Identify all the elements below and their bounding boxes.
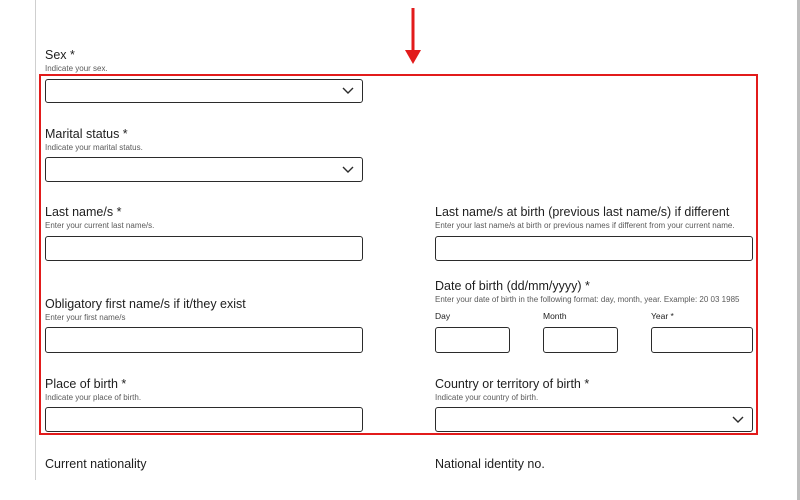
last-name-birth-input[interactable] <box>435 236 753 261</box>
last-name-birth-hint: Enter your last name/s at birth or previous names if different from your current name. <box>435 221 735 230</box>
arrow-down-icon <box>405 8 421 64</box>
chevron-down-icon <box>342 166 354 174</box>
last-name-input[interactable] <box>45 236 363 261</box>
country-of-birth-hint: Indicate your country of birth. <box>435 393 539 402</box>
first-name-hint: Enter your first name/s <box>45 313 126 322</box>
day-input[interactable] <box>435 327 510 353</box>
sex-select[interactable] <box>45 79 363 103</box>
place-of-birth-input[interactable] <box>45 407 363 432</box>
country-of-birth-label: Country or territory of birth * <box>435 377 590 391</box>
chevron-down-icon <box>342 87 354 95</box>
last-name-birth-label: Last name/s at birth (previous last name/s) if different <box>435 205 730 219</box>
country-of-birth-field-header <box>435 377 589 403</box>
marital-status-hint: Indicate your marital status. <box>45 143 143 152</box>
date-of-birth-label: Date of birth (dd/mm/yyyy) * <box>435 279 590 293</box>
marital-status-label: Marital status * <box>45 127 128 141</box>
place-of-birth-label: Place of birth * <box>45 377 127 391</box>
sex-field-header <box>45 48 108 74</box>
last-name-field-header <box>45 205 154 231</box>
place-of-birth-field-header <box>45 377 141 403</box>
sex-hint: Indicate your sex. <box>45 64 108 73</box>
sex-label: Sex * <box>45 48 75 62</box>
first-name-label: Obligatory first name/s if it/they exist <box>45 297 246 311</box>
marital-status-field-header <box>45 127 143 153</box>
last-name-birth-field-header <box>435 205 735 231</box>
place-of-birth-hint: Indicate your place of birth. <box>45 393 142 402</box>
marital-status-select[interactable] <box>45 157 363 182</box>
year-label: Year * <box>651 311 674 321</box>
day-label: Day <box>435 311 451 321</box>
month-label: Month <box>543 311 567 321</box>
date-of-birth-hint: Enter your date of birth in the following format: day, month, year. Example: 20 03 1985 <box>435 295 740 304</box>
page-left-border <box>35 0 36 480</box>
national-id-label: National identity no. <box>435 457 545 471</box>
chevron-down-icon <box>732 416 744 424</box>
country-of-birth-select[interactable] <box>435 407 753 432</box>
year-input[interactable] <box>651 327 753 353</box>
first-name-input[interactable] <box>45 327 363 353</box>
month-input[interactable] <box>543 327 618 353</box>
date-of-birth-field-header <box>435 279 739 305</box>
first-name-field-header <box>45 297 246 323</box>
last-name-label: Last name/s * <box>45 205 122 219</box>
current-nationality-label: Current nationality <box>45 457 147 471</box>
last-name-hint: Enter your current last name/s. <box>45 221 155 230</box>
